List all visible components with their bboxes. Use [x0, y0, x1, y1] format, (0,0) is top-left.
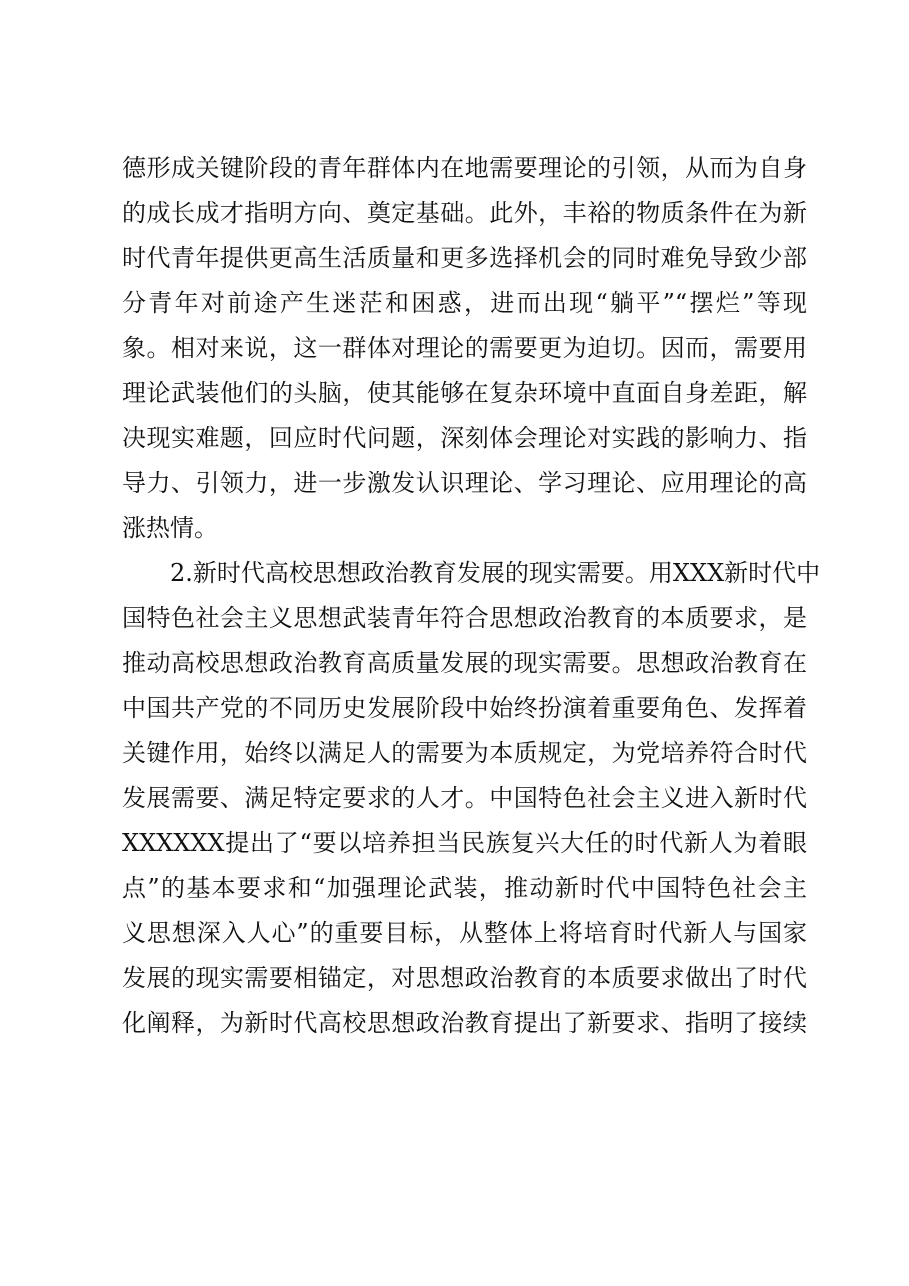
paragraph-line: 时代青年提供更高生活质量和更多选择机会的同时难免导致少部 [122, 244, 807, 272]
paragraph-line: 化阐释，为新时代高校思想政治教育提出了新要求、指明了接续 [122, 1009, 807, 1037]
paragraph-line: 分青年对前途产生迷茫和困惑，进而出现“躺平”“摆烂”等现 [122, 289, 807, 317]
paragraph-line: 象。相对来说，这一群体对理论的需要更为迫切。因而，需要用 [122, 334, 807, 362]
paragraph-line: 的成长成才指明方向、奠定基础。此外，丰裕的物质条件在为新 [122, 199, 807, 227]
paragraph-line: 导力、引领力，进一步激发认识理论、学习理论、应用理论的高 [122, 469, 807, 497]
paragraph-line: 点”的基本要求和“加强理论武装，推动新时代中国特色社会主 [122, 874, 807, 902]
paragraph-line: 发展的现实需要相锚定，对思想政治教育的本质要求做出了时代 [122, 964, 807, 992]
paragraph-line: 国特色社会主义思想武装青年符合思想政治教育的本质要求，是 [122, 604, 807, 632]
section-heading-line: 2.新时代高校思想政治教育发展的现实需要。用XXX新时代中 [170, 559, 821, 587]
paragraph-line: 中国共产党的不同历史发展阶段中始终扮演着重要角色、发挥着 [122, 694, 807, 722]
paragraph-line: 推动高校思想政治教育高质量发展的现实需要。思想政治教育在 [122, 649, 807, 677]
paragraph-line: 决现实难题，回应时代问题，深刻体会理论对实践的影响力、指 [122, 424, 807, 452]
body-text [122, 146, 821, 1046]
paragraph-line: 义思想深入人心”的重要目标，从整体上将培育时代新人与国家 [122, 919, 807, 947]
paragraph-line: 德形成关键阶段的青年群体内在地需要理论的引领，从而为自身 [122, 154, 807, 182]
paragraph-line: 关键作用，始终以满足人的需要为本质规定，为党培养符合时代 [122, 739, 807, 767]
paragraph-line: 涨热情。 [122, 514, 218, 542]
paragraph-line: 发展需要、满足特定要求的人才。中国特色社会主义进入新时代 [122, 784, 807, 812]
paragraph-line: XXXXXX提出了“要以培养担当民族复兴大任的时代新人为着眼 [122, 829, 807, 857]
paragraph-line: 理论武装他们的头脑，使其能够在复杂环境中直面自身差距，解 [122, 379, 807, 407]
